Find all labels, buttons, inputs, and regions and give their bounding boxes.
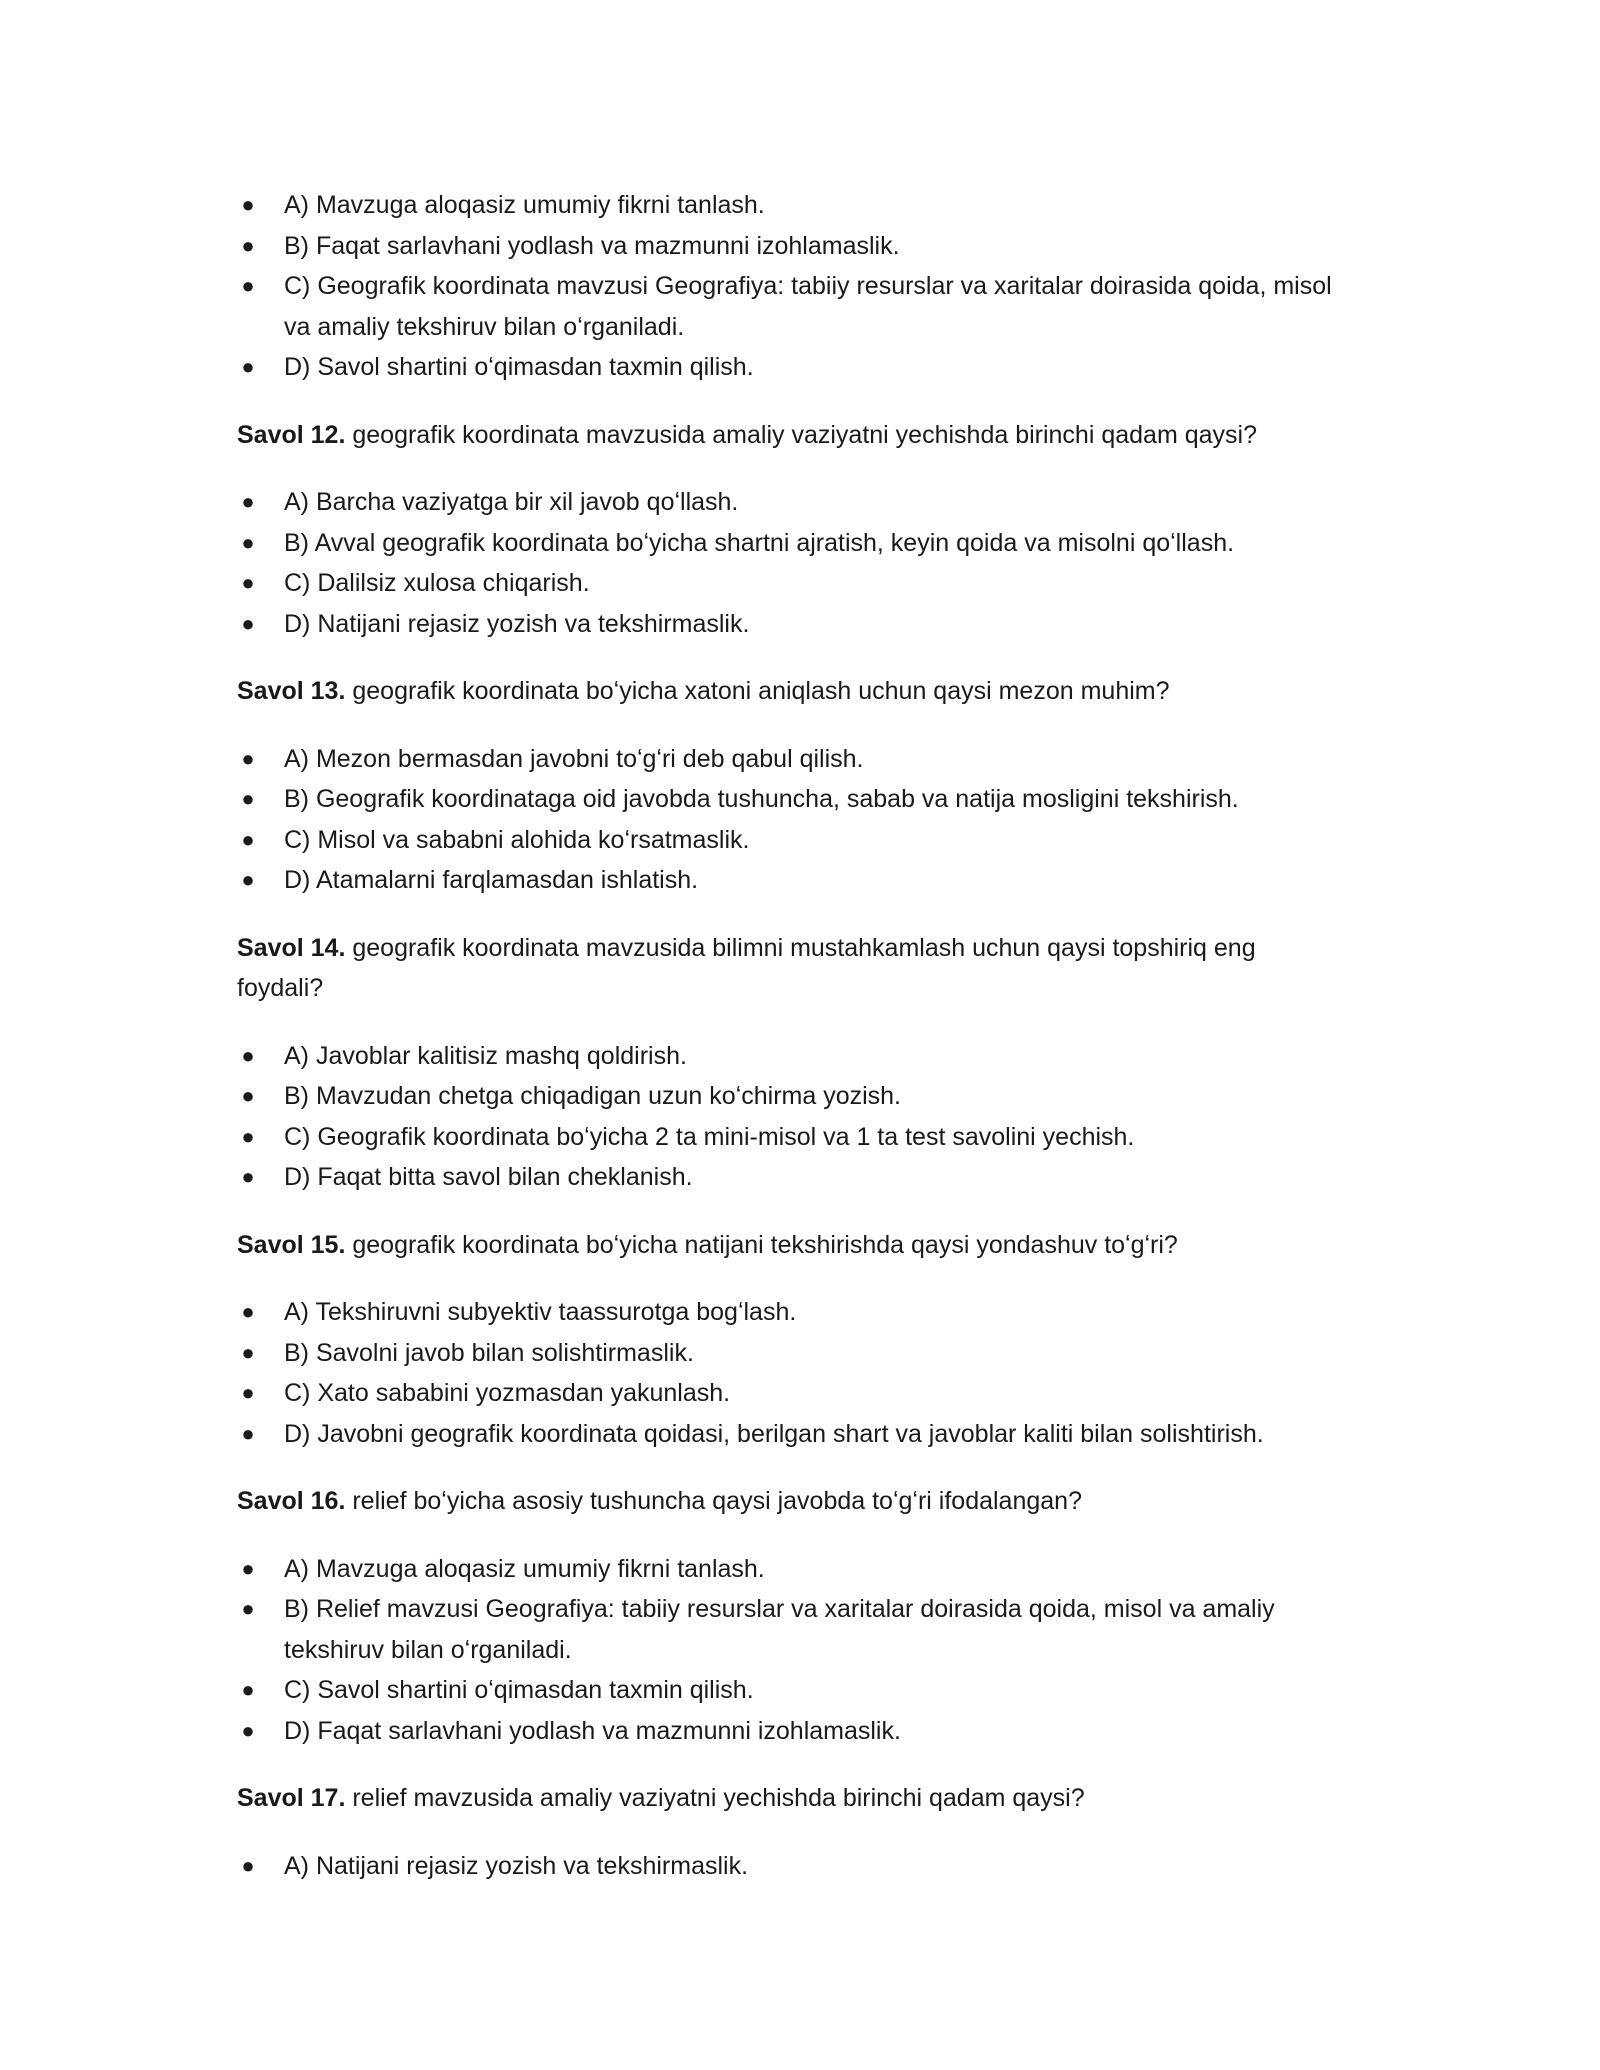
option-item: ● C) Geografik koordinata mavzusi Geografiya: tabiiy resurslar va xaritalar doirasida qoida, misol va amaliy tekshiruv bilan oʻrganiladi. <box>237 266 1337 347</box>
document-page <box>237 185 1337 1886</box>
option-item: ● A) Tekshiruvni subyektiv taassurotga bogʻlash. <box>237 1292 1337 1333</box>
option-item: ● C) Misol va sababni alohida koʻrsatmaslik. <box>237 820 1337 861</box>
bullet-icon: ● <box>241 1164 255 1189</box>
question-number: Savol 13. <box>237 677 346 705</box>
bullet-icon: ● <box>241 489 255 514</box>
bullet-icon: ● <box>241 867 255 892</box>
question-13 <box>237 671 1337 712</box>
bullet-icon: ● <box>241 1420 255 1446</box>
question-15 <box>237 1225 1337 1266</box>
bullet-icon: ● <box>241 273 255 298</box>
question-14 <box>237 928 1337 1009</box>
option-item: ● B) Faqat sarlavhani yodlash va mazmunni izohlamaslik. <box>237 226 1337 267</box>
option-item: ● A) Natijani rejasiz yozish va tekshirmaslik. <box>237 1846 1337 1887</box>
question-number: Savol 14. <box>237 933 346 962</box>
question-text: geografik koordinata boʻyicha xatoni aniqlash uchun qaysi mezon muhim? <box>345 677 1170 705</box>
bullet-icon: ● <box>241 745 255 771</box>
option-list <box>237 739 1337 901</box>
option-item: ● B) Geografik koordinataga oid javobda tushuncha, sabab va natija mosligini tekshirish. <box>237 779 1337 820</box>
option-list <box>237 1549 1337 1752</box>
question-12 <box>237 415 1337 456</box>
option-list <box>237 1846 1337 1887</box>
option-item: ● C) Geografik koordinata boʻyicha 2 ta mini-misol va 1 ta test savolini yechish. <box>237 1117 1337 1158</box>
bullet-icon: ● <box>241 232 255 258</box>
option-item: ● A) Mavzuga aloqasiz umumiy fikrni tanlash. <box>237 1549 1337 1590</box>
bullet-icon: ● <box>241 1717 255 1743</box>
option-item: ● D) Faqat sarlavhani yodlash va mazmunni izohlamaslik. <box>237 1711 1337 1752</box>
option-item: ● B) Avval geografik koordinata boʻyicha shartni ajratish, keyin qoida va misolni qoʻllash. <box>237 523 1337 564</box>
bullet-icon: ● <box>241 1339 255 1365</box>
question-16 <box>237 1481 1337 1522</box>
question-number: Savol 17. <box>237 1784 346 1812</box>
bullet-icon: ● <box>241 1299 255 1324</box>
option-item: ● B) Mavzudan chetga chiqadigan uzun koʻchirma yozish. <box>237 1076 1337 1117</box>
option-item: ● A) Mezon bermasdan javobni toʻgʻri deb qabul qilish. <box>237 739 1337 780</box>
option-item: ● A) Mavzuga aloqasiz umumiy fikrni tanlash. <box>237 185 1337 226</box>
bullet-icon: ● <box>241 1555 255 1581</box>
option-item: ● D) Savol shartini oʻqimasdan taxmin qilish. <box>237 347 1337 388</box>
bullet-icon: ● <box>241 1852 255 1878</box>
option-item: ● D) Natijani rejasiz yozish va tekshirmaslik. <box>237 604 1337 645</box>
bullet-icon: ● <box>241 786 255 811</box>
question-text: geografik koordinata boʻyicha natijani tekshirishda qaysi yondashuv toʻgʻri? <box>345 1230 1178 1259</box>
option-list <box>237 185 1337 388</box>
option-item: ● B) Savolni javob bilan solishtirmaslik. <box>237 1333 1337 1374</box>
bullet-icon: ● <box>241 610 255 636</box>
question-text: relief mavzusida amaliy vaziyatni yechishda birinchi qadam qaysi? <box>345 1784 1085 1812</box>
bullet-icon: ● <box>241 1380 255 1405</box>
option-item: ● A) Javoblar kalitisiz mashq qoldirish. <box>237 1036 1337 1077</box>
question-text: geografik koordinata mavzusida bilimni mustahkamlash uchun qaysi topshiriq eng foydali? <box>237 933 1256 1002</box>
bullet-icon: ● <box>241 1596 255 1621</box>
bullet-icon: ● <box>241 1042 255 1068</box>
option-item: ● C) Savol shartini oʻqimasdan taxmin qilish. <box>237 1670 1337 1711</box>
option-item: ● C) Dalilsiz xulosa chiqarish. <box>237 563 1337 604</box>
bullet-icon: ● <box>241 1083 255 1108</box>
bullet-icon: ● <box>241 354 255 379</box>
question-text: relief boʻyicha asosiy tushuncha qaysi javobda toʻgʻri ifodalangan? <box>345 1487 1082 1515</box>
option-item: ● D) Faqat bitta savol bilan cheklanish. <box>237 1157 1337 1198</box>
bullet-icon: ● <box>241 1123 255 1149</box>
bullet-icon: ● <box>241 1677 255 1702</box>
option-item: ● C) Xato sababini yozmasdan yakunlash. <box>237 1373 1337 1414</box>
bullet-icon: ● <box>241 192 255 217</box>
option-list <box>237 1036 1337 1198</box>
bullet-icon: ● <box>241 529 255 555</box>
question-number: Savol 16. <box>237 1487 346 1515</box>
option-list <box>237 482 1337 644</box>
option-list <box>237 1292 1337 1454</box>
option-item: ● A) Barcha vaziyatga bir xil javob qoʻllash. <box>237 482 1337 523</box>
bullet-icon: ● <box>241 826 255 852</box>
question-number: Savol 12. <box>237 420 346 449</box>
bullet-icon: ● <box>241 570 255 595</box>
question-17 <box>237 1778 1337 1819</box>
option-item: ● D) Atamalarni farqlamasdan ishlatish. <box>237 860 1337 901</box>
option-item: ● B) Relief mavzusi Geografiya: tabiiy resurslar va xaritalar doirasida qoida, misol va amaliy tekshiruv bilan oʻrganiladi. <box>237 1589 1337 1670</box>
option-item: ● D) Javobni geografik koordinata qoidasi, berilgan shart va javoblar kaliti bilan solishtirish. <box>237 1414 1337 1455</box>
question-text: geografik koordinata mavzusida amaliy vaziyatni yechishda birinchi qadam qaysi? <box>345 420 1257 449</box>
question-number: Savol 15. <box>237 1230 346 1259</box>
